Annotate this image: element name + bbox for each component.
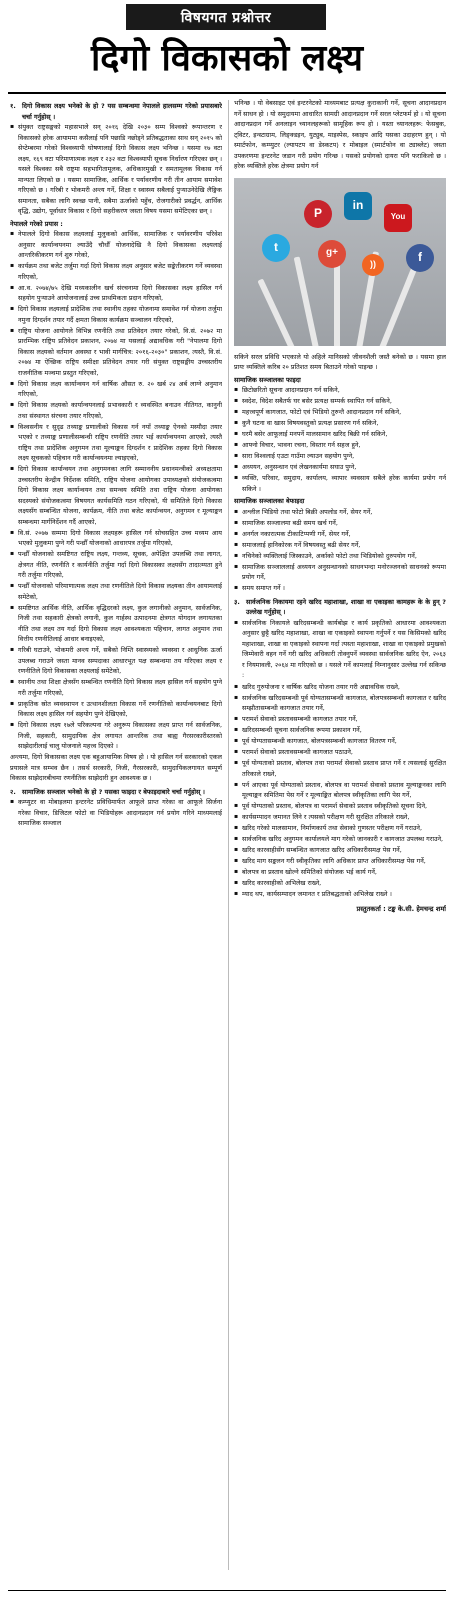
list-item: ▪ कार्यक्रम तथा बजेट तर्जुमा गर्दा दिगो विकास लक्ष्य अनुसार बजेट सङ्केतीकरण गर्ने व्यवस्था गरिएको, [10,261,222,282]
procurement-duties-list [234,682,446,900]
right-column [234,98,446,1578]
list-item: ▪ परामर्श सेवाको प्रस्तावसम्बन्धी कागजात तयार गर्ने, [234,714,446,725]
section-label: विषयगत प्रश्नोत्तर [180,9,272,26]
list-item: ▪ वि.सं. २०७७ सम्ममा दिगो विकास लक्ष्यहरू हासिल गर्न सोचसहित उच्च मध्यम आय भएको मुलुकमा पुग्ने गरी पन्ध्रौँ योजनाको आधारपत्र तर्जुमा गरिएको, [10,528,222,549]
nepal-efforts-list [10,229,222,752]
answer-2-body: सकिने सरल प्रविधि भएकाले यो अहिले मानिसको जीवनशैली जस्तै बनेको छ । यसमा हाल प्रायः व्यक्तिले करिब २० प्रतिशत समय बिताउने गरेको पाइन्छ । [234,352,446,371]
list-item: ▪ आ.व. २०७४/७५ देखि मध्यकालीन खर्च संरचनामा दिगो विकासका लक्ष्य हासिल गर्न सहयोग पुऱ्याउने आयोजनालाई उच्च प्राथमिकता प्रदान गरिएको, [10,283,222,304]
left-column [10,98,222,1578]
list-item: ▪ खरिद माग सङ्कलन गरी स्वीकृतिका लागि अधिकार प्राप्त अधिकारीसमक्ष पेस गर्ने, [234,856,446,867]
advantages-list [234,385,446,494]
list-item: ▪ पूर्व योग्यताको प्रस्ताव, बोलपत्र तथा परामर्श सेवाको प्रस्ताव प्राप्त गर्ने र त्यसलाई सुरक्षित तरिकाले राख्ने, [234,758,446,779]
list-item: ▪ दिगो विकास लक्ष्य १७ले परिकल्पना गरे अनुरूप विकासका लक्ष्य प्राप्त गर्न सार्वजनिक, निजी, सहकारी, सामुदायिक क्षेत्र लगायत आन्तरिक तथा बाह्य गैरसरकारीस्तरको साझेदारीलाई चालु योजनाले महत्त्व दिएको । [10,720,222,752]
question-1 [10,101,222,122]
disadvantages-heading: सामाजिक सञ्जालका बेफाइदा [234,497,305,505]
list-item: ▪ महत्त्वपूर्ण कागजात, फोटो एवं भिडियो तुरुन्तै आदानप्रदान गर्न सकिने, [234,407,446,418]
list-item: ▪ खरिदसम्बन्धी सूचना सार्वजनिक रूपमा प्रकाशन गर्ने, [234,725,446,736]
answer-1-intro: ▪ संयुक्त राष्ट्रसङ्घको महासभाले सन् २०१६ देखि २०३० सम्म विश्वको रूपान्तरण र विकासको हरेक आयाममा कसैलाई पनि पछाडि नछोड्ने प्रतिबद्धताका साथ सन् २०१५ को सेप्टेम्बरमा गरेको विश्वव्यापी घोषणालाई दिगो विकास लक्ष्य भनिन्छ । यसमा १७ वटा लक्ष्य, १६९ वटा परिमाणात्मक लक्ष्य र २३२ वटा विश्वव्यापी सूचक निर्धारण गरिएका छन् । यसले विश्वका सबै राष्ट्रमा सहभागितामूलक, अधिकारमुखी र समतामूलक विकास गर्न मान्यता लिएको छ । यसमा सामाजिक, आर्थिक र पर्यावरणीय गरी तीन आयाम समावेश गरिएको छ । गरिबी र भोकमरी अन्त्य गर्ने, शिक्षा र स्वास्थ्य सबैलाई पुऱ्याउनेदेखि लैङ्गिक समानता, सबैका लागि स्वच्छ पानी, सबैमा ऊर्जाको पहुँच, रोजगारीको प्रवर्द्धन, आर्थिक वृद्धि, उद्योग, पूर्वाधार विकास र दिगो सहरीकरण जस्ता विषय यसमा समेटिएका छन् । [10,122,222,217]
list-item: ▪ अध्ययन, अनुसन्धान एवं लेखनकार्यमा सघाउ पुग्ने, [234,462,446,473]
section-banner [126,4,326,30]
facebook-icon: f [406,244,434,272]
list-item: ▪ प्राकृतिक स्रोत व्यवस्थापन र उत्थानशीलता विकास गर्ने रणनीतिको कार्यान्वयनबाट दिगो विकास लक्ष्य हासिल गर्न सहयोग पुग्ने देखिएको, [10,699,222,720]
social-media-image [234,178,446,346]
list-item: ▪ छिटोछरितो सूचना आदानप्रदान गर्न सकिने, [234,385,446,396]
list-item: ▪ पूर्व योग्यतासम्बन्धी कागजात, बोलपत्रसम्बन्धी कागजात वितरण गर्ने, [234,736,446,747]
list-item: ▪ नचिनेको व्यक्तिलाई जिस्काउने, अर्काको फोटो तथा भिडियोको दुरुपयोग गर्ने, [234,551,446,562]
question-3 [234,597,446,618]
list-item: ▪ कुनै घटना वा खास विषयवस्तुको प्रत्यक्ष प्रसारण गर्न सकिने, [234,418,446,429]
stick [257,278,296,346]
question-1-text: दिगो विकास लक्ष्य भनेको के हो ? यस सम्बन्धमा नेपालले हालसम्म गरेको प्रयासबारे चर्चा गर्नुहोस् । [22,102,222,121]
list-item: ▪ पन्ध्रौँ योजनाको समष्टिगत राष्ट्रिय लक्ष्य, गन्तव्य, सूचक, अपेक्षित उपलब्धि तथा लागत, क्षेत्रगत नीति, रणनीति र कार्यनीति तर्जुमा गर्दा दिगो विकासका लक्ष्यसँग तादात्म्यता हुने गरी तर्जुमा गरिएको, [10,549,222,581]
twitter-icon: t [262,234,290,262]
list-item: ▪ राष्ट्रिय योजना आयोगले विभिन्न रणनीति तथा प्रतिवेदन तयार गरेको, वि.सं. २०७२ मा प्रारम्भिक राष्ट्रिय प्रतिवेदन प्रकाशन, २०७४ मा यसलाई अद्यावधिक गरी "नेपालमा दिगो विकास लक्ष्यको वर्तमान अवस्था र भावी मार्गचित्र: २०१६-२०३०" प्रकाशन, त्यस्तै, वि.सं. २०७४ मा ऐच्छिक राष्ट्रिय समीक्षा प्रतिवेदन तयार गरी संयुक्त राष्ट्रसङ्घीय उच्चस्तरीय राजनीतिक मञ्चमा प्रस्तुत गरिएको, [10,326,222,379]
youtube-icon: You [384,204,412,232]
stick [294,256,321,346]
list-item: ▪ दिगो विकास लक्ष्यलाई प्रादेशिक तथा स्थानीय तहका योजनामा समावेश गर्न योजना तर्जुमा नमुना दिग्दर्शन तयार गर्दै क्षमता विकास कार्यक्रम सञ्चालन गरिएको, [10,304,222,325]
page-title: दिगो विकासको लक्ष्य [90,38,364,79]
list-item: ▪ पूर्व योग्यताको प्रस्ताव, बोलपत्र वा परामर्श सेवाको प्रस्ताव स्वीकृतिको सूचना दिने, [234,801,446,812]
list-item: ▪ स्वदेश, विदेश सबैतर्फ घर बसेर प्रत्यक्ष सम्पर्क स्थापित गर्न सकिने, [234,396,446,407]
question-2-text: सामाजिक सञ्जाल भनेको के हो ? यसका फाइदा र बेफाइदाबारे चर्चा गर्नुहोस् । [22,787,205,796]
list-item: ▪ समय समाप्त गर्ने । [234,583,446,594]
answer-2-intro: ▪ कम्प्युटर वा मोबाइलमा इन्टरनेट प्रविधिमार्फत आफूले प्राप्त गरेका वा आफूले सिर्जना गरेका विचार, डिजिटल फोटो वा भिडियोहरू आदानप्रदान गर्न प्रयोग गरिने माध्यमलाई सामाजिक सञ्जाल [10,797,222,829]
list-item: ▪ व्यक्ति, परिवार, समुदाय, कार्यालय, व्यापार व्यवसाय सबैले हरेक कार्यमा प्रयोग गर्न सकिने । [234,473,446,494]
list-item: ▪ बोलपत्र वा प्रस्ताव खोल्ने समितिको संयोजक भई कार्य गर्ने, [234,867,446,878]
question-2 [10,787,222,798]
answer-2-continued: भनिन्छ । यो वेबसाइट एवं इन्टरनेटको माध्यमबाट प्रत्यक्ष कुराकानी गर्ने, सूचना आदानप्रदान गर्ने साधन हो । यो समुदायमा आधारित सामग्री आदानप्रदान गर्ने सरल प्लेटफर्म हो । यो सूचना आदानप्रदान गर्ने अनलाइन च्यानलहरूको सामूहिक रूप हो । यस्ता च्यानलहरू: फेसबुक, ट्विटर, इन्स्टाग्राम, लिङ्क्डइन, युट्युब, माइस्पेस, स्काइप आदि यसका उदाहरण हुन् । यो स्मार्टफोन, कम्प्युटर (ल्यापटप वा डेस्कटप) र मोबाइल (स्मार्टफोन वा ट्याब्लेट) जस्ता उपकरणमा इन्टरनेट जडान गरी प्रयोग गरिन्छ । यसको प्रयोगको दायरा पनि फराकिलो छ । हरेक व्यक्तिले हरेक क्षेत्रमा प्रयोग गर्न [234,99,446,170]
list-item: ▪ खरिद गरेको मालसामान, निर्माणकार्य तथा सेवाको गुणस्तर परीक्षण गर्ने गराउने, [234,823,446,834]
list-item: ▪ घरमै बसेर आफूलाई मनपर्ने मालसामान खरिद बिक्री गर्न सकिने, [234,429,446,440]
list-item: ▪ दिगो विकास लक्ष्यको कार्यान्वयनलाई प्रभावकारी र व्यवस्थित बनाउन नीतिगत, कानुनी तथा संस्थागत संरचना तयार गरिएको, [10,400,222,421]
question-3-text: सार्वजनिक निकायमा रहने खरिद महाशाखा, शाखा वा एकाइका कामहरू के के हुन् ? उल्लेख गर्नुहोस् । [246,597,446,616]
list-item: ▪ अनर्गल नकारात्मक टीकाटिप्पणी गर्ने, सेयर गर्ने, [234,529,446,540]
list-item: ▪ आफ्नो विचार, भावना रचना, विस्तार गर्न सहज हुने, [234,440,446,451]
list-item: ▪ दिगो विकास लक्ष्य कार्यान्वयन गर्न वार्षिक औसत रु. २० खर्ब २४ अर्ब लाग्ने अनुमान गरिएको, [10,379,222,400]
list-item: ▪ खरिद गुरुयोजना र वार्षिक खरिद योजना तयार गरी अद्यावधिक राख्ने, [234,682,446,693]
rss-icon: )) [362,254,384,276]
author-byline: प्रस्तुतकर्ता : टङ्क के.सी. हेमचन्द्र शर्मा [356,904,446,913]
answer-1-conclusion: अन्त्यमा, दिगो विकासका लक्ष्य एक बहुआयामिक विषय हो । यो हासिल गर्न सरकारको एकल प्रयासले मात्र सम्भव छैन । तसर्थ सरकारी, निजी, गैरसरकारी, सामुदायिकलगायत सम्पूर्ण विकास साझेदारबीचमा रणनीतिक साझेदारी हुन आवश्यक छ । [10,753,222,782]
question-2-number: २. [10,787,16,796]
list-item: ▪ नेपालले दिगो विकास लक्ष्यलाई मुलुकको आर्थिक, सामाजिक र पर्यावरणीय परिवेश अनुसार कार्यान्वयनमा ल्याउँदै चौधौँ योजनादेखि नै दिगो विकासका लक्ष्यलाई आन्तरिकीकरण गर्न शुरु गरेको, [10,229,222,261]
list-item: ▪ खरिद कारवाहीको अभिलेख राख्ने, [234,878,446,889]
list-item: ▪ खरिद कारवाहीसँग सम्बन्धित कागजात खरिद अधिकारीसमक्ष पेस गर्ने, [234,845,446,856]
answer-3-intro: ▪ सार्वजनिक निकायले खरिदसम्बन्धी कार्यबोझ र कार्य प्रकृतिको आधारमा आवश्यकता अनुसार छुट्टै खरिद महाशाखा, शाखा वा एकाइको स्थापना गर्नुपर्ने र यस किसिमको खरिद महाशाखा, शाखा वा एकाइको स्थापना गर्दा त्यस्ता महाशाखा, शाखा वा एकाइको प्रमुखको जिम्मेवारी वहन गर्ने गरी खरिद अधिकारी तोक्नुपर्ने व्यवस्था सार्वजनिक खरिद ऐन, २०६३ र नियमावली, २०६४ मा गरिएको छ । यसले गर्ने कामलाई निम्नानुसार उल्लेख गर्न सकिन्छ : [234,618,446,681]
list-item: ▪ सार्वजनिक खरिद अनुगमन कार्यालयले माग गरेको जानकारी र कागजात उपलब्ध गराउने, [234,834,446,845]
question-1-number: १. [10,102,16,110]
list-item: ▪ परामर्श सेवाको प्रस्तावसम्बन्धी कागजात पठाउने, [234,747,446,758]
list-item: ▪ स्थानीय तथा शिक्षा क्षेत्रसँग सम्बन्धित रणनीति दिगो विकास लक्ष्य हासिल गर्न सहयोग पुग्ने गरी तर्जुमा गरिएको, [10,677,222,698]
googleplus-icon: g+ [318,240,346,268]
list-item: ▪ समष्टिगत आर्थिक नीति, आर्थिक वृद्धिदरको लक्ष्य, कुल लगानीको अनुमान, सार्वजनिक, निजी तथा सहकारी क्षेत्रको लगानी, कुल गार्हस्थ उत्पादनमा क्षेत्रगत योगदान लगायतका नीति तथा लक्ष्य तय गर्दा दिगो विकास लक्ष्य आवश्यकता पहिचान, लागत अनुमान तथा वित्तीय रणनीतिलाई आधार बनाइएको, [10,603,222,645]
list-item: ▪ सारा विश्वलाई एउटा गाउँमा ल्याउन सहयोग पुग्ने, [234,451,446,462]
advantages-heading: सामाजिक सञ्जालका फाइदा [234,375,301,384]
list-item: ▪ गरिबी घटाउने, भोकमरी अन्त्य गर्ने, सबैको निम्ति स्वास्थ्यको व्यवस्था र आधुनिक ऊर्जा उपलब्ध गराउने जस्ता मानव सम्पदाका आधारभूत पक्ष सम्बन्धमा तय गरिएका लक्ष्य र रणनीतिले दिगो विकासका लक्ष्यलाई समेटेको, [10,645,222,677]
list-item: ▪ सामाजिक सञ्जालमा बढी समय खर्च गर्ने, [234,518,446,529]
list-item: ▪ दिगो विकास कार्यान्वयन तथा अनुगमनका लागि सम्माननीय प्रधानमन्त्रीको अध्यक्षतामा उच्चस्तरीय केन्द्रीय निर्देशक समिति, राष्ट्रिय योजना आयोगका उपाध्यक्षको संयोजकत्वमा दिगो विकास लक्ष्य कार्यान्वयन तथा समन्वय समिति तथा राष्ट्रिय योजना आयोगका सदस्यको संयोजकत्वमा विषयगत कार्यसमिति गठन गरिएको, यी समितिले दिगो विकास लक्ष्यसँग सम्बन्धित योजना, कार्यक्रम, नीति तथा बजेट कार्यान्वयन, अनुगमन र मूल्याङ्कन सम्बन्धमा मार्गनिर्देशन गर्दै आएको, [10,464,222,527]
bottom-rule [8,1590,446,1591]
list-item: ▪ कार्यसम्पादन जमानत लिने र त्यसको परीक्षण गरी सुरक्षित तरिकाले राख्ने, [234,812,446,823]
list-item: ▪ म्याद थप, कार्यसम्पादन जमानत र प्रतिबद्धताको अभिलेख राख्ने । [234,889,446,900]
nepal-efforts-heading: नेपालले गरेको प्रयास : [10,219,63,228]
title-divider [8,92,446,94]
list-item: ▪ पन्ध्रौँ योजनाको परिमाणात्मक लक्ष्य तथा रणनीतिले दिगो विकास लक्ष्यका तीन आयामलाई समेटेको, [10,581,222,602]
list-item: ▪ सार्वजनिक खरिदसम्बन्धी पूर्व योग्यतासम्बन्धी कागजात, बोलपत्रसम्बन्धी कागजात र खरिद सम्झौतासम्बन्धी कागजात तयार गर्ने, [234,693,446,714]
linkedin-icon: in [344,192,372,220]
list-item: ▪ विश्वसनीय र सुदृढ तथ्याङ्क प्रणालीको विकास गर्न नयाँ तथ्याङ्क ऐनको मस्यौदा तयार भएको र तथ्याङ्क प्रणालीसम्बन्धी राष्ट्रिय रणनीति तयार भई कार्यान्वयनमा आएको, त्यस्तै राष्ट्रिय तथा प्रादेशिक अनुगमन तथा मूल्याङ्कन दिग्दर्शन र प्रादेशिक तहका दिगो विकास लक्ष्य सूचकको पहिचान गरी कार्यान्वयनमा ल्याइएको, [10,422,222,464]
list-item: ▪ पर्न आएका पूर्व योग्यताको प्रस्ताव, बोलपत्र वा परामर्श सेवाको प्रस्ताव मूल्याङ्कनका लागि मूल्याङ्कन समितिमा पेस गर्ने र मूल्याङ्कित बोलपत्र स्वीकृतिका लागि पेस गर्ने, [234,780,446,801]
list-item: ▪ अश्लील भिडियो तथा फोटो बिक्री अपलोड गर्ने, सेयर गर्ने, [234,507,446,518]
question-3-number: ३. [234,597,240,606]
pinterest-icon: P [304,200,332,228]
stick [377,268,416,346]
column-divider [228,100,229,1570]
disadvantages-list [234,507,446,594]
list-item: ▪ सामाजिक सञ्जाललाई अध्ययन अनुसन्धानको साधनभन्दा मनोरञ्जनको साधनको रूपमा प्रयोग गर्ने, [234,562,446,583]
list-item: ▪ समाजलाई हानिकोरक गर्ने विषयवस्तु बढी सेयर गर्ने, [234,540,446,551]
